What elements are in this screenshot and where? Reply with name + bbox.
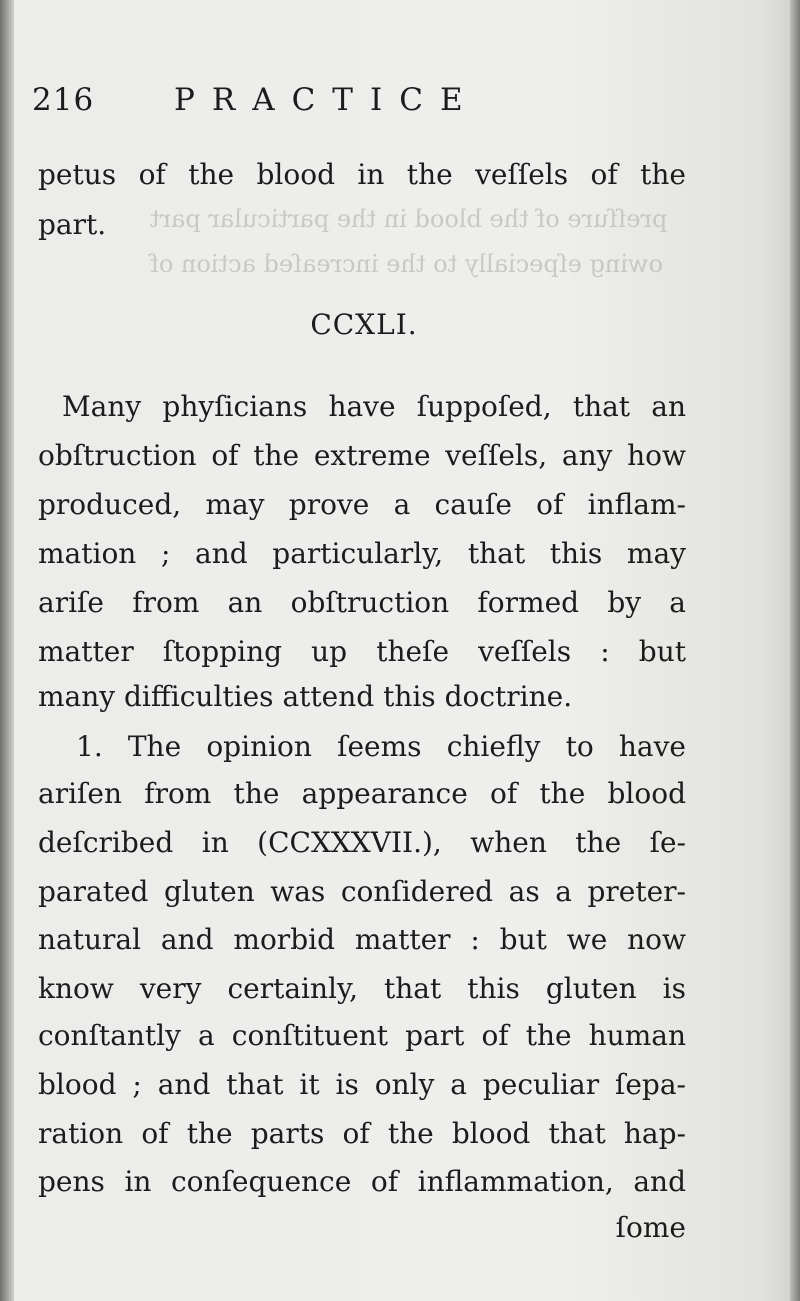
section-number: CCXLI.	[310, 308, 418, 341]
text-line: produced, may prove a cauſe of inflam-	[38, 488, 686, 521]
show-through: preſſure of the blood in the particular part	[150, 205, 668, 233]
catchword: ſome	[615, 1211, 686, 1244]
text-line: conſtantly a conſtituent part of the human	[38, 1019, 686, 1052]
show-through: owing eſpecially to the increaſed action of	[150, 250, 663, 278]
text-line: matter ſtopping up theſe veſſels : but	[38, 635, 686, 668]
text-line: know very certainly, that this gluten is	[38, 972, 686, 1005]
page-edge-shadow	[790, 0, 800, 1301]
text-line: petus of the blood in the veſſels of the	[38, 158, 686, 191]
text-line: ariſe from an obſtruction formed by a	[38, 586, 686, 619]
text-line: blood ; and that it is only a peculiar ſepa-	[38, 1068, 686, 1101]
text-line: ration of the parts of the blood that hap-	[38, 1117, 686, 1150]
page-gutter-shadow	[0, 0, 14, 1301]
text-line: natural and morbid matter : but we now	[38, 923, 686, 956]
text-line: Many phyſicians have ſuppoſed, that an	[62, 390, 686, 423]
text-line: 1. The opinion ſeems chiefly to have	[76, 730, 686, 763]
text-line: pens in conſequence of inflammation, and	[38, 1165, 686, 1198]
text-line: ariſen from the appearance of the blood	[38, 777, 686, 810]
text-line: obſtruction of the extreme veſſels, any how	[38, 439, 686, 472]
running-head: PRACTICE	[174, 82, 480, 118]
text-line: many difficulties attend this doctrine.	[38, 680, 573, 713]
page-header	[32, 82, 732, 132]
text-line: mation ; and particularly, that this may	[38, 537, 686, 570]
text-line: deſcribed in (CCXXXVII.), when the ſe-	[38, 826, 686, 859]
page-number: 216	[32, 82, 95, 118]
text-line: part.	[38, 208, 107, 241]
text-line: parated gluten was conſidered as a preter-	[38, 875, 686, 908]
